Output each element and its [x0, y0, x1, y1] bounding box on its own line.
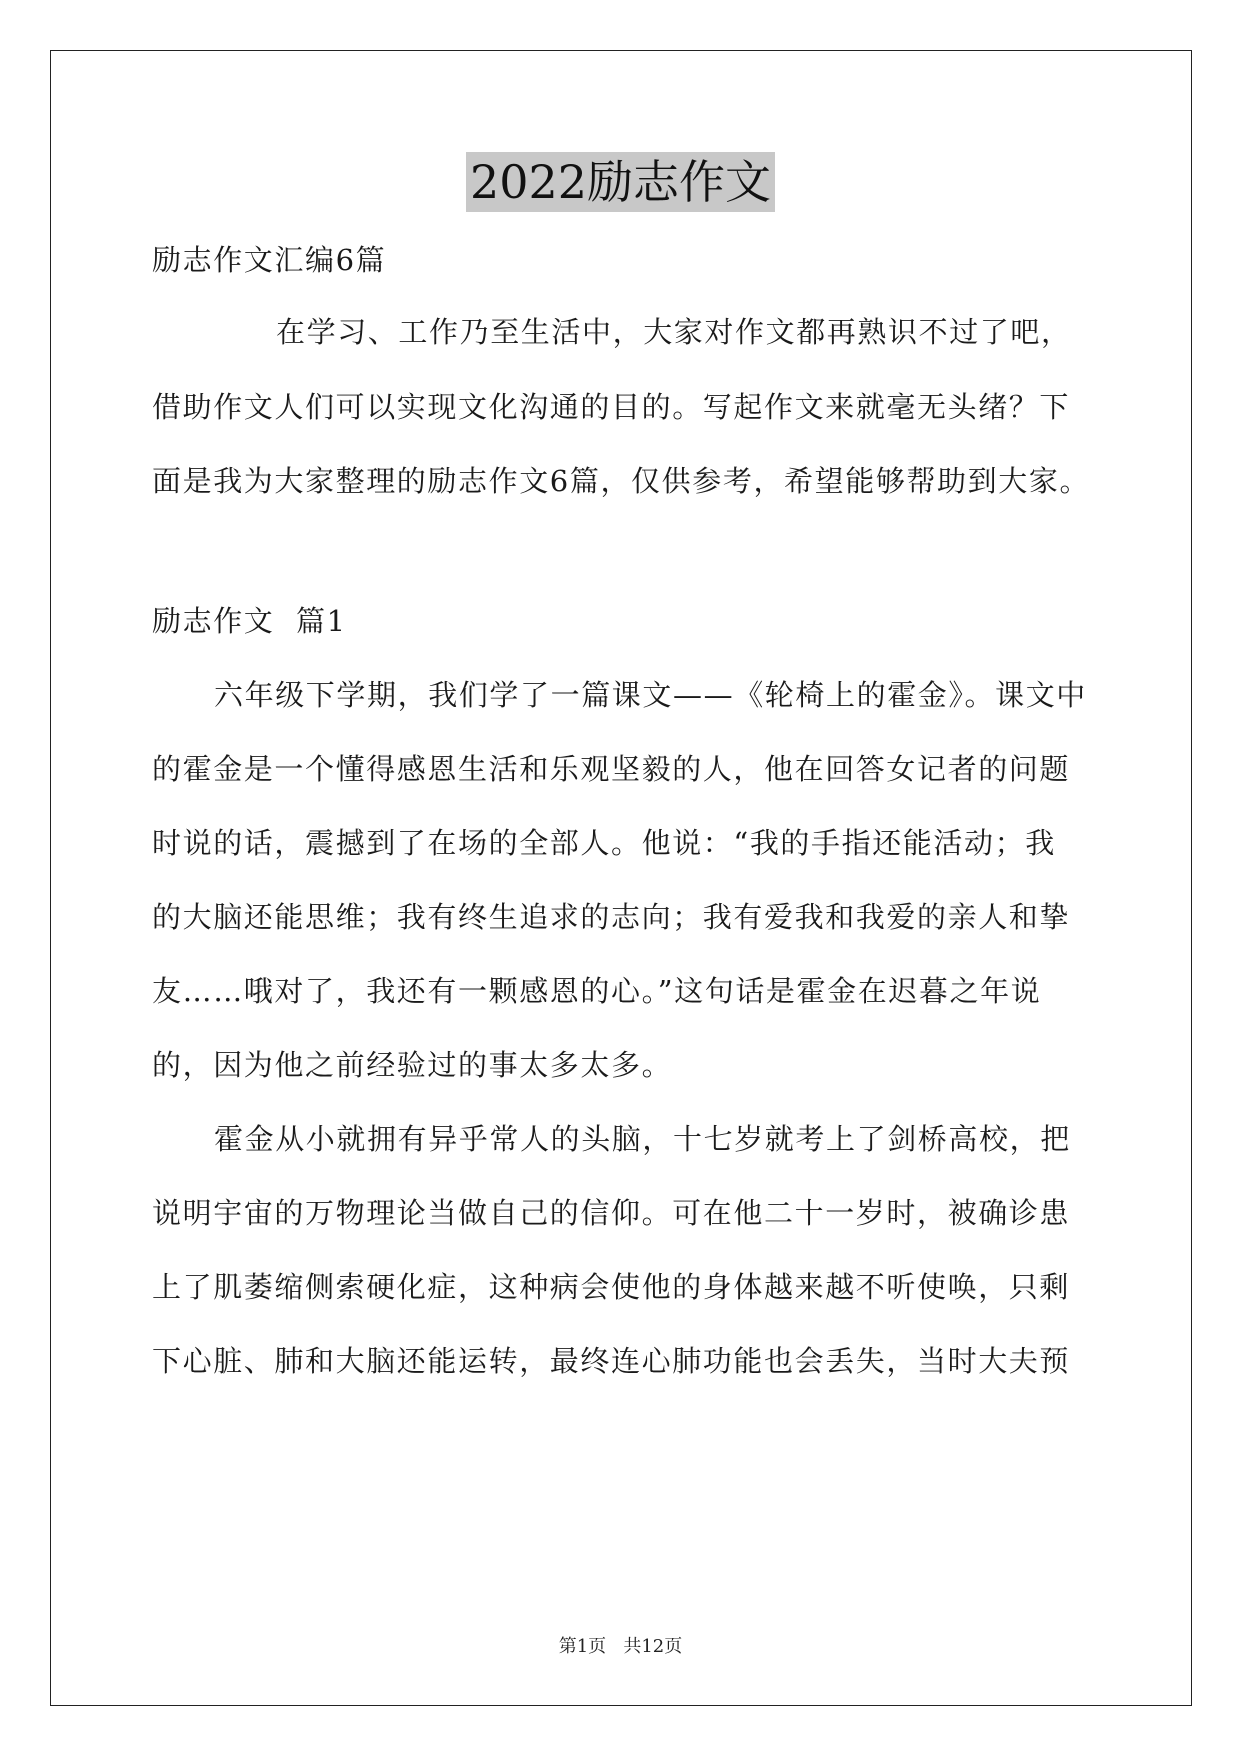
para1-line-4: 的大脑还能思维；我有终生追求的志向；我有爱我和我爱的亲人和挚: [152, 900, 1071, 934]
subtitle: 励志作文汇编6篇: [152, 243, 387, 277]
para2-line-3: 上了肌萎缩侧索硬化症，这种病会使他的身体越来越不听使唤，只剩: [152, 1270, 1071, 1304]
intro-line-3: 面是我为大家整理的励志作文6篇，仅供参考，希望能够帮助到大家。: [152, 464, 1091, 498]
para1-line-3: 时说的话，震撼到了在场的全部人。他说：“我的手指还能活动；我: [152, 826, 1056, 860]
para1-line-5: 友……哦对了，我还有一颗感恩的心。”这句话是霍金在迟暮之年说: [152, 974, 1042, 1008]
section-heading: 励志作文 篇1: [152, 604, 347, 638]
para2-line-2: 说明宇宙的万物理论当做自己的信仰。可在他二十一岁时，被确诊患: [152, 1196, 1071, 1230]
para1-line-1: 六年级下学期，我们学了一篇课文——《轮椅上的霍金》。课文中: [214, 678, 1087, 712]
para1-line-2: 的霍金是一个懂得感恩生活和乐观坚毅的人，他在回答女记者的问题: [152, 752, 1071, 786]
para2-line-1: 霍金从小就拥有异乎常人的头脑，十七岁就考上了剑桥高校，把: [214, 1122, 1071, 1156]
page-border: [50, 50, 1192, 1706]
para1-line-6: 的，因为他之前经验过的事太多太多。: [152, 1048, 673, 1082]
page-footer: 第1页 共12页: [558, 1636, 683, 1657]
document-title: 2022励志作文: [466, 152, 775, 212]
para2-line-4: 下心脏、肺和大脑还能运转，最终连心肺功能也会丢失，当时大夫预: [152, 1344, 1071, 1378]
intro-line-1: 在学习、工作乃至生活中，大家对作文都再熟识不过了吧，: [276, 315, 1072, 349]
intro-line-2: 借助作文人们可以实现文化沟通的目的。写起作文来就毫无头绪？下: [152, 390, 1071, 424]
document-title-wrap: [0, 152, 1241, 212]
